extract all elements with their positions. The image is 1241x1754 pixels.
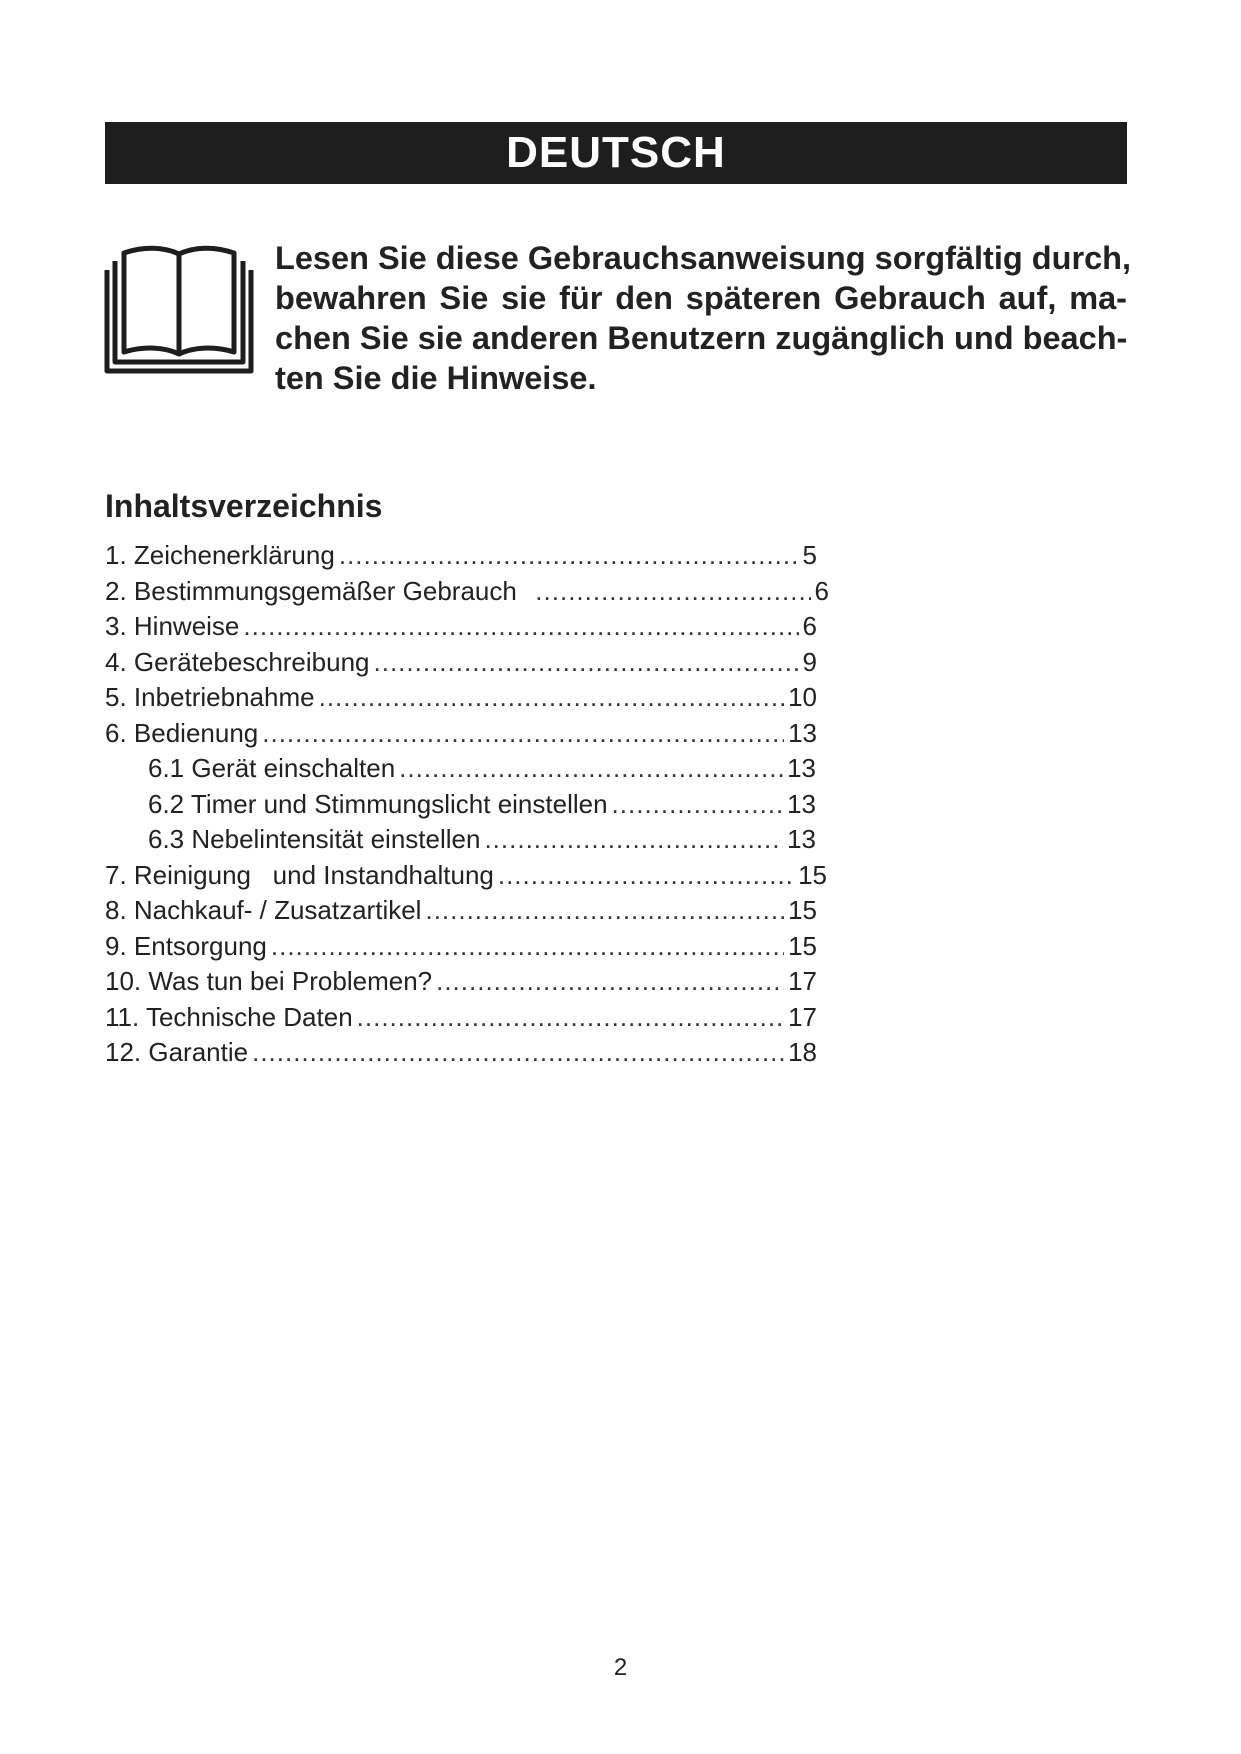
toc-entry-label: 6.2 Timer und Stimmungslicht einstellen <box>148 788 608 819</box>
toc-leader-dots <box>339 540 799 571</box>
toc-entry-label: 9. Entsorgung <box>105 930 267 961</box>
toc-entry-page: 15 <box>798 859 827 890</box>
intro-line: Lesen Sie diese Gebrauchsanweisung sorgfältig durch, <box>275 240 1132 276</box>
toc-entry[interactable] <box>105 540 817 576</box>
toc-entry-page: 9 <box>802 646 817 677</box>
toc-entry-page: 18 <box>788 1037 817 1067</box>
toc-title: Inhaltsverzeichnis <box>105 488 383 524</box>
toc-subentry[interactable] <box>105 753 816 789</box>
toc-entry[interactable] <box>105 682 817 718</box>
toc-subentry[interactable] <box>105 789 816 825</box>
toc-entry-label: 6.3 Nebelintensität einstellen <box>148 824 481 854</box>
toc-entry[interactable] <box>105 895 817 931</box>
toc-entry-page: 13 <box>787 788 816 819</box>
toc-entry-page: 15 <box>788 930 817 961</box>
toc-entry-label: 1. Zeichenerklärung <box>105 540 335 570</box>
toc-leader-dots <box>319 682 784 713</box>
toc-entry[interactable] <box>105 860 827 896</box>
intro-line: ten Sie die Hinweise. <box>275 360 597 396</box>
toc-entry-label: 6. Bedienung <box>105 717 259 748</box>
toc-entry[interactable] <box>105 1002 817 1038</box>
toc-entry-label: 12. Garantie <box>105 1037 249 1067</box>
toc-entry-page: 13 <box>787 753 816 783</box>
toc-entry-page: 13 <box>788 717 817 748</box>
toc-leader-dots <box>271 931 784 962</box>
intro-text <box>275 238 1132 398</box>
toc-entry-label: 10. Was tun bei Problemen? <box>105 966 433 996</box>
toc-leader-dots <box>374 647 799 678</box>
toc-leader-dots <box>357 1002 784 1033</box>
toc-leader-dots <box>399 753 783 784</box>
toc-entry[interactable] <box>105 611 817 647</box>
toc-leader-dots <box>484 824 783 855</box>
toc-entry-label: 3. Hinweise <box>105 611 240 641</box>
toc-leader-dots <box>252 1037 784 1068</box>
toc-entry[interactable] <box>105 576 829 612</box>
toc-entry[interactable] <box>105 718 817 754</box>
toc-entry-page: 13 <box>787 824 816 854</box>
toc-entry-page: 6 <box>814 575 829 606</box>
toc-entry-label: 4. Gerätebeschreibung <box>105 646 370 677</box>
toc-entry-label: 7. Reinigung und Instandhaltung <box>105 859 494 890</box>
toc-entry-label: 11. Technische Daten <box>105 1001 353 1032</box>
toc-leader-dots <box>243 611 798 642</box>
toc-entry[interactable] <box>105 647 817 683</box>
language-header-bar <box>105 122 1127 184</box>
toc-entry-page: 17 <box>788 966 817 996</box>
toc-entry-page: 5 <box>802 540 817 570</box>
toc-leader-dots <box>612 789 784 820</box>
toc-entry[interactable] <box>105 1037 817 1073</box>
toc-subentry[interactable] <box>105 824 816 860</box>
toc-leader-dots <box>436 966 784 997</box>
page-number: 2 <box>613 1654 628 1681</box>
toc-leader-dots <box>498 860 794 891</box>
intro-line: bewahren Sie sie für den späteren Gebrauch auf, ma- <box>275 280 1127 316</box>
toc-entry-page: 15 <box>788 895 817 925</box>
toc-entry-label: 5. Inbetriebnahme <box>105 682 315 712</box>
toc-leader-dots <box>535 576 810 607</box>
toc-entry-page: 6 <box>802 611 817 641</box>
toc-entry-label: 8. Nachkauf- / Zusatzartikel <box>105 895 422 925</box>
toc-entry-page: 17 <box>788 1001 817 1032</box>
toc-entry-label: 2. Bestimmungsgemäßer Gebrauch <box>105 575 532 606</box>
table-of-contents <box>105 540 865 1073</box>
language-title: DEUTSCH <box>506 128 726 177</box>
intro-line: chen Sie sie anderen Benutzern zugänglich und beach- <box>275 320 1128 356</box>
toc-entry[interactable] <box>105 931 817 967</box>
toc-entry-page: 10 <box>788 682 817 712</box>
toc-leader-dots <box>262 718 784 749</box>
toc-entry[interactable] <box>105 966 817 1002</box>
open-book-icon <box>104 244 254 374</box>
toc-leader-dots <box>425 895 784 926</box>
toc-entry-label: 6.1 Gerät einschalten <box>148 753 396 783</box>
